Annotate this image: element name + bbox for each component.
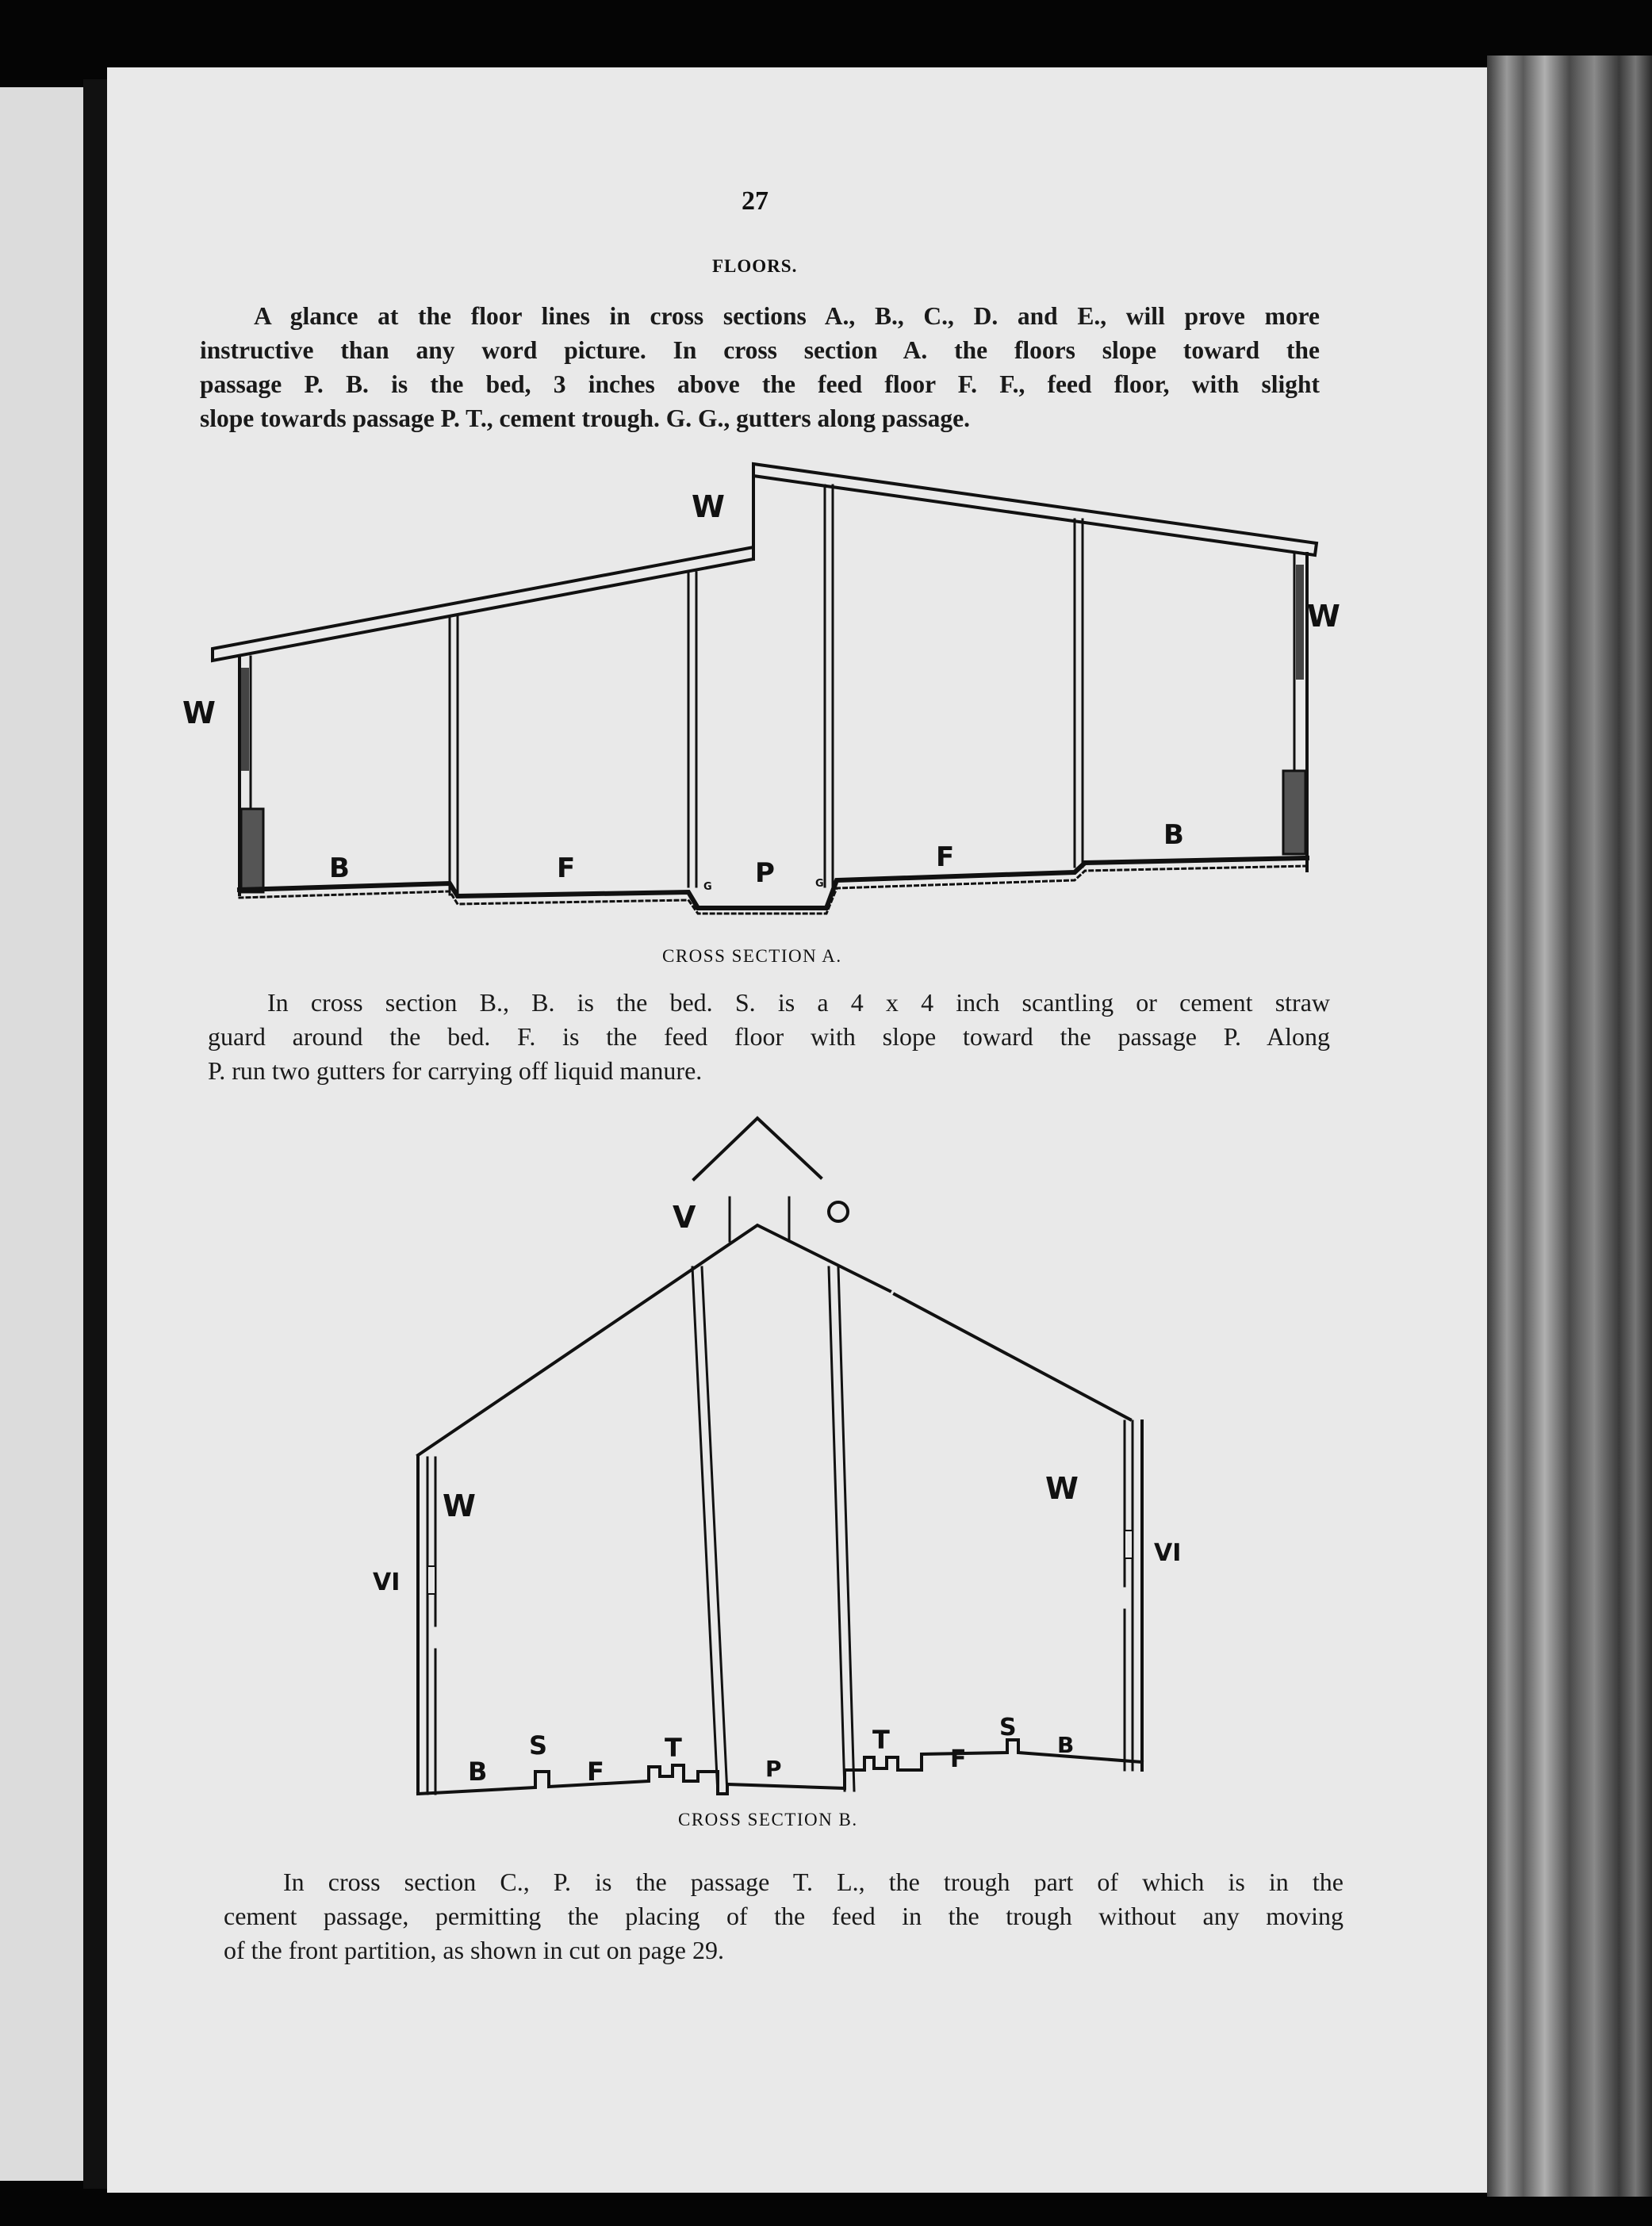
paragraph-cross-section-c (224, 1865, 1343, 1967)
label-f-right: F (936, 841, 955, 873)
label-o: O (850, 1218, 851, 1219)
text-line: guard around the bed. F. is the feed floor with slope toward the passage P. Along (208, 1022, 1330, 1051)
label-b-right: B (1163, 819, 1184, 851)
text-line: slope towards passage P. T., cement trough. G. G., gutters along passage. (200, 404, 970, 432)
text-line: In cross section C., P. is the passage T. L., the trough part of which is in the (283, 1868, 1343, 1896)
figure-caption-a: CROSS SECTION A. (662, 946, 842, 966)
label-g-left: G (703, 881, 712, 893)
figure-caption-b: CROSS SECTION B. (678, 1810, 858, 1829)
label-w-left: W (182, 695, 216, 730)
label-vi-left: VI (373, 1569, 401, 1596)
text-line: of the front partition, as shown in cut on page 29. (224, 1936, 724, 1964)
label-w-right: W (1307, 599, 1340, 634)
text-line: instructive than any word picture. In cross section A. the floors slope toward the (200, 336, 1320, 364)
label-v: V (673, 1200, 696, 1235)
label-f-right: F (950, 1745, 967, 1773)
section-heading: FLOORS. (712, 256, 798, 276)
label-t-right: T (872, 1725, 890, 1755)
label-g-right: G (815, 878, 824, 890)
label-b-left: B (329, 852, 350, 884)
label-s-right: S (999, 1714, 1017, 1741)
label-f-left: F (587, 1757, 604, 1787)
label-w-left: W (443, 1488, 476, 1523)
text-line: A glance at the floor lines in cross sections A., B., C., D. and E., will prove more (254, 302, 1320, 330)
page-number: 27 (742, 186, 769, 216)
label-p: P (755, 857, 775, 889)
label-w-top: W (692, 489, 725, 524)
label-t-left: T (665, 1733, 682, 1763)
label-f-left: F (557, 852, 576, 884)
label-w-right: W (1045, 1471, 1079, 1506)
label-s-left: S (529, 1730, 548, 1760)
label-b-right: B (1057, 1732, 1075, 1758)
label-p: P (765, 1756, 782, 1782)
text-line: P. run two gutters for carrying off liquid manure. (208, 1056, 703, 1085)
label-b-left: B (468, 1757, 488, 1787)
label-vi-right: VI (1154, 1539, 1182, 1567)
label-o-mark (829, 1202, 848, 1221)
text-line: cement passage, permitting the placing of the feed in the trough without any moving (224, 1902, 1343, 1930)
text-line: passage P. B. is the bed, 3 inches above the feed floor F. F., feed floor, with slight (200, 370, 1320, 398)
text-line: In cross section B., B. is the bed. S. is a 4 x 4 inch scantling or cement straw (267, 988, 1330, 1017)
